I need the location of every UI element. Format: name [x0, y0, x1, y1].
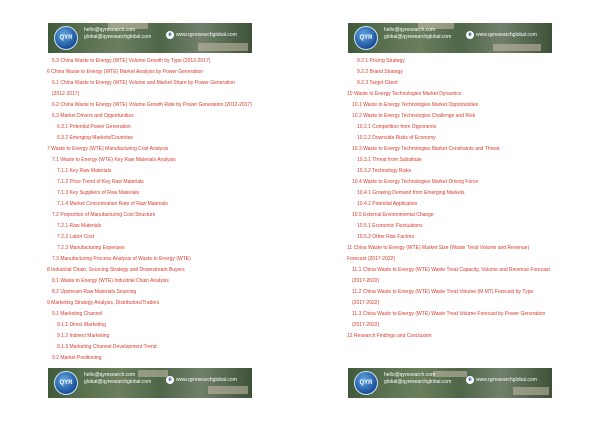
email-block — [384, 27, 451, 41]
toc-entry[interactable]: 10.5 External Environmental Change — [352, 212, 434, 218]
toc-entry[interactable]: 6.3.2 Emerging Markets/Countries — [57, 135, 133, 141]
qyr-logo: QYR — [354, 371, 378, 395]
toc-entry[interactable]: 10.4 Waste to Energy Technologies Market Driving Force — [352, 179, 479, 185]
toc-entry[interactable]: 8.1 Waste to Energy (WTE) Industrial Chain Analysis — [52, 278, 169, 284]
email-2: global@qyresearchglobal.com — [384, 379, 452, 385]
email-1: hello@qyresearch.com — [384, 27, 436, 33]
footer-banner — [348, 368, 552, 398]
toc-entry[interactable]: 11.2 China Waste to Energy (WTE) Waste Treat Volume (M MT) Forecast by Type — [352, 289, 534, 295]
toc-entry[interactable]: 10 Waste to Energy Technologies Market Dynamics — [347, 91, 462, 97]
toc-entry[interactable]: 10.1 Waste to Energy Technologies Market Opportunities — [352, 102, 479, 108]
toc-entry[interactable]: 5.3 China Waste to Energy (WTE) Volume Growth by Type (2012-2017) — [52, 58, 211, 64]
email-block — [84, 372, 151, 386]
toc-entry[interactable]: 8.2 Upstream Raw Materials Sourcing — [52, 289, 137, 295]
qyr-logo: QYR — [354, 26, 378, 50]
toc-entry[interactable]: 9.1 Marketing Channel — [52, 311, 103, 317]
toc-entry[interactable]: Forecast (2017-2022) — [347, 256, 396, 262]
toc-entry[interactable]: 7.1.3 Key Suppliers of Raw Materials — [57, 190, 139, 196]
website: www.qyresearchglobal.com — [176, 32, 237, 38]
toc-entry[interactable]: 7.2.1 Raw Materials — [57, 223, 102, 229]
web-icon: e — [466, 376, 474, 384]
toc-entry[interactable]: 6.1 China Waste to Energy (WTE) Volume and Market Share by Power Generation — [52, 80, 235, 86]
toc-entry[interactable]: 12 Research Findings and Conclusion — [347, 333, 432, 339]
toc-entry[interactable]: 8 Industrial Chain, Sourcing Strategy and Downstream Buyers — [47, 267, 185, 273]
footer-banner — [48, 368, 252, 398]
toc-entry[interactable]: 9.1.1 Direct Marketing — [57, 322, 106, 328]
header-banner — [348, 23, 552, 53]
toc-entry[interactable]: 7.2 Proportion of Manufacturing Cost Structure — [52, 212, 156, 218]
toc-entry[interactable]: 7.3 Manufacturing Process Analysis of Waste to Energy (WTE) — [52, 256, 191, 262]
toc-entry[interactable]: 6.2 China Waste to Energy (WTE) Volume Growth Rate by Power Generation (2012-2017) — [52, 102, 252, 108]
toc-entry[interactable]: 11 China Waste to Energy (WTE) Market Size (Waste Treat Volume and Revenue) — [347, 245, 530, 251]
toc-entry[interactable]: 7.2.2 Labor Cost — [57, 234, 94, 240]
toc-entry[interactable]: 7.1 Waste to Energy (WTE) Key Raw Materials Analysis — [52, 157, 176, 163]
toc-left — [47, 56, 257, 364]
website: www.qyresearchglobal.com — [476, 32, 537, 38]
email-2: global@qyresearchglobal.com — [84, 379, 152, 385]
toc-entry[interactable]: 10.4.2 Potential Application — [357, 201, 418, 207]
qyr-logo: QYR — [54, 26, 78, 50]
toc-entry[interactable]: 10.3.1 Threat from Substitute — [357, 157, 422, 163]
toc-entry[interactable]: 9.2.1 Pricing Strategy — [357, 58, 405, 64]
toc-entry[interactable]: (2017-2022) — [352, 278, 380, 284]
toc-entry[interactable]: 9 Marketing Strategy Analysis, Distributors/Traders — [47, 300, 160, 306]
toc-entry[interactable]: 10.2.2 Downside Risks of Economy — [357, 135, 436, 141]
toc-entry[interactable]: 10.3 Waste to Energy Technologies Market Constraints and Threat — [352, 146, 500, 152]
toc-entry[interactable]: 10.5.2 Other Risk Factors — [357, 234, 414, 240]
email-block — [384, 372, 451, 386]
toc-entry[interactable]: 6.3.1 Potential Power Generation — [57, 124, 131, 130]
qyr-logo: QYR — [54, 371, 78, 395]
email-2: global@qyresearchglobal.com — [384, 34, 452, 40]
email-1: hello@qyresearch.com — [84, 27, 136, 33]
right-page — [300, 0, 600, 424]
toc-entry[interactable]: 10.3.2 Technology Risks — [357, 168, 412, 174]
email-2: global@qyresearchglobal.com — [84, 34, 152, 40]
header-banner — [48, 23, 252, 53]
toc-entry[interactable]: 6 China Waste to Energy (WTE) Market Analysis by Power Generation — [47, 69, 203, 75]
toc-entry[interactable]: (2012-2017) — [52, 91, 80, 97]
toc-entry[interactable]: 10.2.1 Competition from Opponents — [357, 124, 437, 130]
toc-entry[interactable]: 10.4.1 Growing Demand from Emerging Markets — [357, 190, 465, 196]
toc-entry[interactable]: 11.1 China Waste to Energy (WTE) Waste Treat Capacity, Volume and Revenue Forecast — [352, 267, 550, 273]
email-1: hello@qyresearch.com — [84, 372, 136, 378]
website: www.qyresearchglobal.com — [476, 377, 537, 383]
toc-entry[interactable]: 7.1.1 Key Raw Materials — [57, 168, 112, 174]
toc-entry[interactable]: 7 Waste to Energy (WTE) Manufacturing Cost Analysis — [47, 146, 169, 152]
toc-entry[interactable]: 9.1.3 Marketing Channel Development Trend — [57, 344, 157, 350]
toc-entry[interactable]: 10.5.1 Economic Fluctuations — [357, 223, 423, 229]
toc-entry[interactable]: 7.1.2 Price Trend of Key Raw Materials — [57, 179, 144, 185]
toc-entry[interactable]: 9.1.2 Indirect Marketing — [57, 333, 110, 339]
website: www.qyresearchglobal.com — [176, 377, 237, 383]
toc-entry[interactable]: 7.2.3 Manufacturing Expenses — [57, 245, 125, 251]
toc-right — [347, 56, 557, 342]
toc-entry[interactable]: 6.3 Market Drivers and Opportunities — [52, 113, 134, 119]
web-icon: e — [166, 31, 174, 39]
email-1: hello@qyresearch.com — [384, 372, 436, 378]
email-block — [84, 27, 151, 41]
toc-entry[interactable]: 9.2.3 Target Client — [357, 80, 398, 86]
toc-entry[interactable]: (2017-2022) — [352, 300, 380, 306]
toc-entry[interactable]: 11.3 China Waste to Energy (WTE) Waste Treat Volume Forecast by Power Generation — [352, 311, 546, 317]
toc-entry[interactable]: 7.1.4 Market Concentration Rate of Raw Materials — [57, 201, 168, 207]
toc-entry[interactable]: 10.2 Waste to Energy Technologies Challenge and Risk — [352, 113, 476, 119]
web-icon: e — [466, 31, 474, 39]
web-icon: e — [166, 376, 174, 384]
toc-entry[interactable]: (2017-2022) — [352, 322, 380, 328]
toc-entry[interactable]: 9.2 Market Positioning — [52, 355, 102, 361]
toc-entry[interactable]: 9.2.2 Brand Strategy — [357, 69, 403, 75]
